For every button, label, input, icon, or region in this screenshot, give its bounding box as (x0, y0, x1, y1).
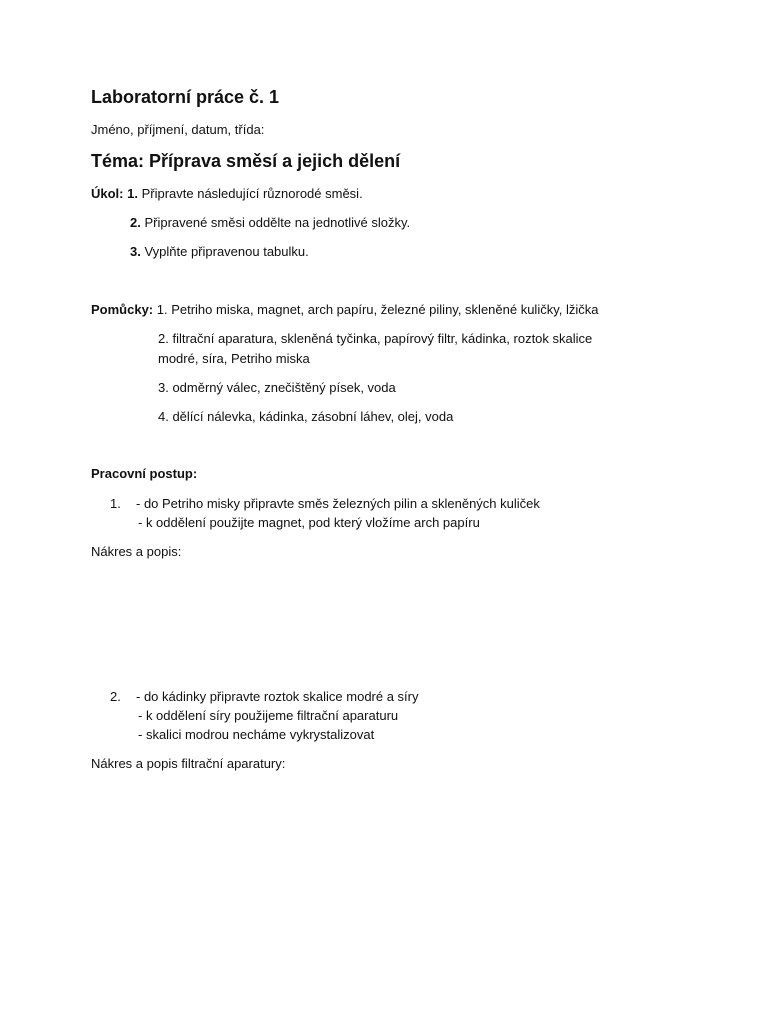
step-2-line-3: - skalici modrou necháme vykrystalizovat (138, 727, 375, 742)
document-title: Laboratorní práce č. 1 (91, 87, 280, 107)
equipment-line-2-cont: modré, síra, Petriho miska (158, 351, 310, 366)
step-1-line-1: - do Petriho misky připravte směs železných pilin a skleněných kuliček (136, 496, 540, 511)
topic-heading: Téma: Příprava směsí a jejich dělení (91, 151, 401, 171)
equipment-line-3: 3. odměrný válec, znečištěný písek, voda (158, 380, 396, 395)
equipment-text: 1. Petriho miska, magnet, arch papíru, železné piliny, skleněné kuličky, lžička (153, 302, 599, 317)
step-1-line-2: - k oddělení použijte magnet, pod který vložíme arch papíru (138, 515, 480, 530)
equipment-line-1 (91, 302, 598, 317)
task-text: Vyplňte připravenou tabulku. (140, 244, 309, 259)
drawing-label-1: Nákres a popis: (91, 544, 182, 559)
task-number: 3. (130, 244, 141, 259)
student-info-line: Jméno, příjmení, datum, třída: (91, 122, 265, 137)
step-2-line-2: - k oddělení síry použijeme filtrační aparaturu (138, 708, 399, 723)
task-text: Připravte následující různorodé směsi. (137, 186, 363, 201)
equipment-line-2: 2. filtrační aparatura, skleněná tyčinka, papírový filtr, kádinka, roztok skalice (158, 331, 593, 346)
step-1-number: 1. (110, 496, 121, 511)
task-line-3 (130, 244, 309, 259)
step-2-number: 2. (110, 689, 121, 704)
equipment-label: Pomůcky: (91, 302, 154, 317)
step-2-line-1: - do kádinky připravte roztok skalice modré a síry (136, 689, 419, 704)
equipment-line-4: 4. dělící nálevka, kádinka, zásobní láhev, olej, voda (158, 409, 454, 424)
task-label: Úkol: (91, 186, 124, 201)
procedure-heading: Pracovní postup: (91, 466, 198, 481)
drawing-label-2: Nákres a popis filtrační aparatury: (91, 756, 286, 771)
task-number: 2. (130, 215, 141, 230)
task-number: 1. (127, 186, 138, 201)
task-text: Připravené směsi oddělte na jednotlivé složky. (140, 215, 411, 230)
task-line-2 (130, 215, 410, 230)
task-line-1 (91, 186, 363, 201)
